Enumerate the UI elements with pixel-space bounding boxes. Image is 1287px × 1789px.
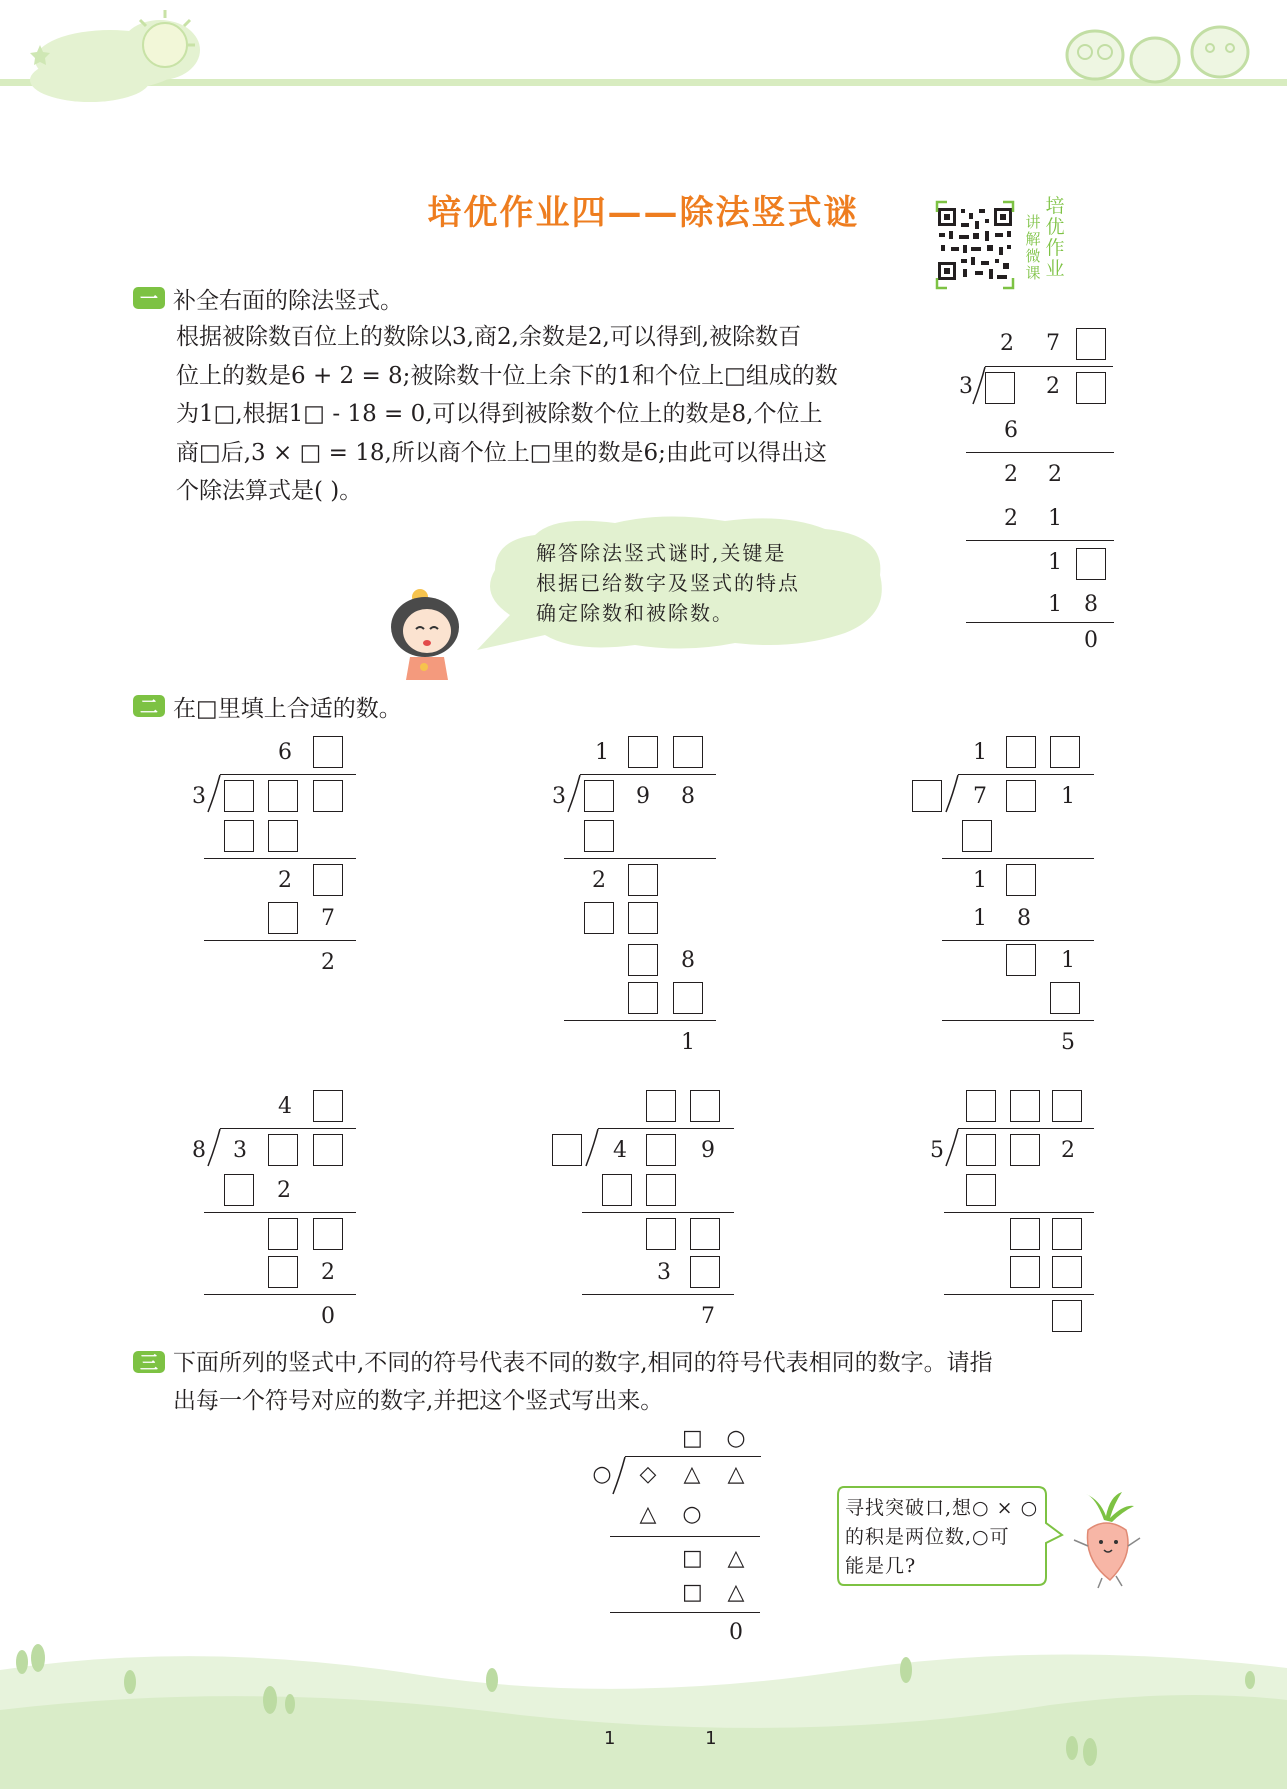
blank-box[interactable] (584, 902, 614, 934)
blank-box[interactable] (268, 902, 298, 934)
blank-box[interactable] (1010, 1134, 1040, 1166)
blank-box[interactable] (602, 1174, 632, 1206)
section3-heading (133, 1344, 1173, 1414)
divisor-digit: 5 (930, 1138, 944, 1163)
step-symbol: △ (639, 1502, 657, 1527)
step-digit: 2 (278, 868, 292, 893)
divisor-digit: 3 (959, 374, 973, 399)
step-digit: 1 (973, 868, 987, 893)
step-symbol: □ (682, 1546, 703, 1571)
dividend-digit: 3 (233, 1138, 247, 1163)
division-puzzle-2 (540, 734, 720, 1054)
quotient-digit: 1 (595, 740, 609, 765)
divisor-symbol: ○ (592, 1462, 612, 1487)
step-digit: 3 (657, 1260, 671, 1285)
dividend-digit: 4 (613, 1138, 627, 1163)
step-digit: 2 (1004, 506, 1018, 531)
blank-box[interactable] (268, 1218, 298, 1250)
blank-box[interactable] (673, 736, 703, 768)
step-digit: 2 (321, 1260, 335, 1285)
text-line: 根据被除数百位上的数除以3,商2,余数是2,可以得到,被除数百 (176, 324, 802, 350)
quotient-digit: 6 (278, 740, 292, 765)
blank-box[interactable] (646, 1218, 676, 1250)
blank-box[interactable] (313, 1134, 343, 1166)
blank-box[interactable] (966, 1090, 996, 1122)
blank-box[interactable] (646, 1134, 676, 1166)
quotient-digit: 2 (1000, 331, 1014, 356)
blank-box[interactable] (552, 1134, 582, 1166)
girl-illustration (380, 585, 470, 680)
radish-illustration (1066, 1490, 1146, 1590)
step-digit: 8 (1084, 592, 1098, 617)
quotient-digit: 4 (278, 1094, 292, 1119)
remainder-digit: 2 (321, 950, 335, 975)
qr-frame (935, 200, 1015, 290)
text-line: 位上的数是6 + 2 = 8;被除数十位上余下的1和个位上□组成的数 (176, 362, 838, 389)
step-digit: 2 (1048, 462, 1062, 487)
dividend-digit: 2 (1061, 1138, 1075, 1163)
blank-box[interactable] (224, 1174, 254, 1206)
step-digit: 8 (1017, 906, 1031, 931)
blank-box[interactable] (1050, 982, 1080, 1014)
blank-box[interactable] (646, 1174, 676, 1206)
section2-heading (133, 688, 402, 724)
blank-box[interactable] (313, 736, 343, 768)
dividend-digit: 2 (1046, 374, 1060, 399)
division-puzzle-5 (550, 1088, 740, 1338)
blank-box[interactable] (1010, 1090, 1040, 1122)
qr-label-small: 讲 解 微 课 (1025, 213, 1041, 282)
blank-box[interactable] (1010, 1218, 1040, 1250)
step-symbol: △ (727, 1580, 745, 1605)
step-symbol: ○ (682, 1502, 702, 1527)
dividend-symbol: △ (727, 1462, 745, 1487)
dividend-symbol: ◇ (639, 1462, 657, 1487)
division-puzzle-6 (930, 1088, 1110, 1338)
blank-box[interactable] (1076, 548, 1106, 580)
division-puzzle-7 (590, 1424, 770, 1654)
blank-box[interactable] (1050, 736, 1080, 768)
blank-box[interactable] (1076, 328, 1106, 360)
dividend-digit: 9 (636, 784, 650, 809)
blank-box[interactable] (584, 780, 614, 812)
blank-box[interactable] (313, 1090, 343, 1122)
blank-box[interactable] (966, 1174, 996, 1206)
section-title: 下面所列的竖式中,不同的符号代表不同的数字,相同的符号代表相同的数字。请指 出每一个符号对应的数字,并把这个竖式写出来。 (173, 1350, 993, 1414)
blank-box[interactable] (962, 820, 992, 852)
page-number: 1 1 (604, 1728, 759, 1749)
section1-heading (133, 280, 403, 316)
blank-box[interactable] (628, 982, 658, 1014)
tip-text: 解答除法竖式谜时,关键是 根据已给数字及竖式的特点 确定除数和被除数。 (536, 541, 800, 625)
text-line: 个除法算式是( )。 (176, 478, 363, 504)
page-title: 培优作业四——除法竖式谜 (427, 193, 860, 233)
dividend-digit: 8 (681, 784, 695, 809)
blank-box[interactable] (268, 1134, 298, 1166)
step-digit: 1 (1048, 506, 1062, 531)
division-puzzle-0 (940, 322, 1120, 662)
blank-box[interactable] (673, 982, 703, 1014)
blank-box[interactable] (1006, 780, 1036, 812)
blank-box[interactable] (690, 1090, 720, 1122)
text-line: 商□后,3 × □ = 18,所以商个位上□里的数是6;由此可以得出这 (176, 439, 827, 466)
section-number: 一 (133, 287, 165, 309)
blank-box[interactable] (313, 780, 343, 812)
blank-box[interactable] (1006, 944, 1036, 976)
dividend-digit: 9 (701, 1138, 715, 1163)
blank-box[interactable] (584, 820, 614, 852)
blank-box[interactable] (690, 1256, 720, 1288)
quotient-digit: 7 (1046, 331, 1060, 356)
remainder-digit: 5 (1061, 1030, 1075, 1055)
dividend-symbol: △ (683, 1462, 701, 1487)
blank-box[interactable] (1076, 372, 1106, 404)
footer-decoration (0, 1630, 1287, 1789)
step-digit: 1 (1048, 592, 1062, 617)
step-symbol: □ (682, 1580, 703, 1605)
quotient-digit: 1 (973, 740, 987, 765)
blank-box[interactable] (966, 1134, 996, 1166)
blank-box[interactable] (268, 820, 298, 852)
blank-box[interactable] (1010, 1256, 1040, 1288)
dividend-digit: 1 (1061, 784, 1075, 809)
section1-explanation (176, 318, 938, 511)
step-digit: 8 (681, 948, 695, 973)
remainder-digit: 1 (681, 1030, 695, 1055)
remainder-digit: 0 (1084, 628, 1098, 653)
division-puzzle-1 (180, 734, 360, 984)
blank-box[interactable] (628, 864, 658, 896)
tip-text-2: 寻找突破口,想○ × ○ 的积是两位数,○可 能是几? (845, 1497, 1039, 1577)
blank-box[interactable] (628, 944, 658, 976)
divisor-digit: 3 (192, 784, 206, 809)
blank-box[interactable] (628, 902, 658, 934)
divisor-digit: 3 (552, 784, 566, 809)
division-puzzle-3 (910, 734, 1100, 1054)
blank-box[interactable] (1052, 1090, 1082, 1122)
blank-box[interactable] (1052, 1218, 1082, 1250)
step-symbol: △ (727, 1546, 745, 1571)
quotient-symbol: □ (682, 1426, 703, 1451)
blank-box[interactable] (628, 736, 658, 768)
section-title: 在□里填上合适的数。 (173, 695, 402, 722)
blank-box[interactable] (268, 1256, 298, 1288)
qr-label: 培 优 作 业 (1045, 195, 1065, 280)
section-number: 二 (133, 695, 165, 717)
blank-box[interactable] (690, 1218, 720, 1250)
step-digit: 2 (1004, 462, 1018, 487)
blank-box[interactable] (224, 820, 254, 852)
blank-box[interactable] (1006, 736, 1036, 768)
divisor-digit: 8 (192, 1138, 206, 1163)
section-title: 补全右面的除法竖式。 (173, 287, 403, 314)
blank-box[interactable] (313, 864, 343, 896)
blank-box[interactable] (646, 1090, 676, 1122)
blank-box[interactable] (985, 372, 1015, 404)
dividend-digit: 7 (973, 784, 987, 809)
step-digit: 7 (321, 906, 335, 931)
blank-box[interactable] (1052, 1300, 1082, 1332)
quotient-symbol: ○ (726, 1426, 746, 1451)
step-digit: 2 (592, 868, 606, 893)
header-decoration (0, 0, 1287, 120)
section-number: 三 (133, 1351, 165, 1373)
blank-box[interactable] (268, 780, 298, 812)
step-digit: 1 (973, 906, 987, 931)
remainder-digit: 0 (321, 1304, 335, 1329)
step-digit: 1 (1061, 948, 1075, 973)
blank-box[interactable] (1052, 1256, 1082, 1288)
remainder-digit: 7 (701, 1304, 715, 1329)
blank-box[interactable] (224, 780, 254, 812)
blank-box[interactable] (912, 780, 942, 812)
division-puzzle-4 (180, 1088, 360, 1338)
blank-box[interactable] (1006, 864, 1036, 896)
blank-box[interactable] (313, 1218, 343, 1250)
text-line: 为1□,根据1□ - 18 = 0,可以得到被除数个位上的数是8,个位上 (176, 401, 823, 427)
remainder-symbol: 0 (729, 1620, 743, 1645)
step-digit: 2 (277, 1178, 291, 1203)
step-digit: 6 (1004, 418, 1018, 443)
step-digit: 1 (1048, 550, 1062, 575)
